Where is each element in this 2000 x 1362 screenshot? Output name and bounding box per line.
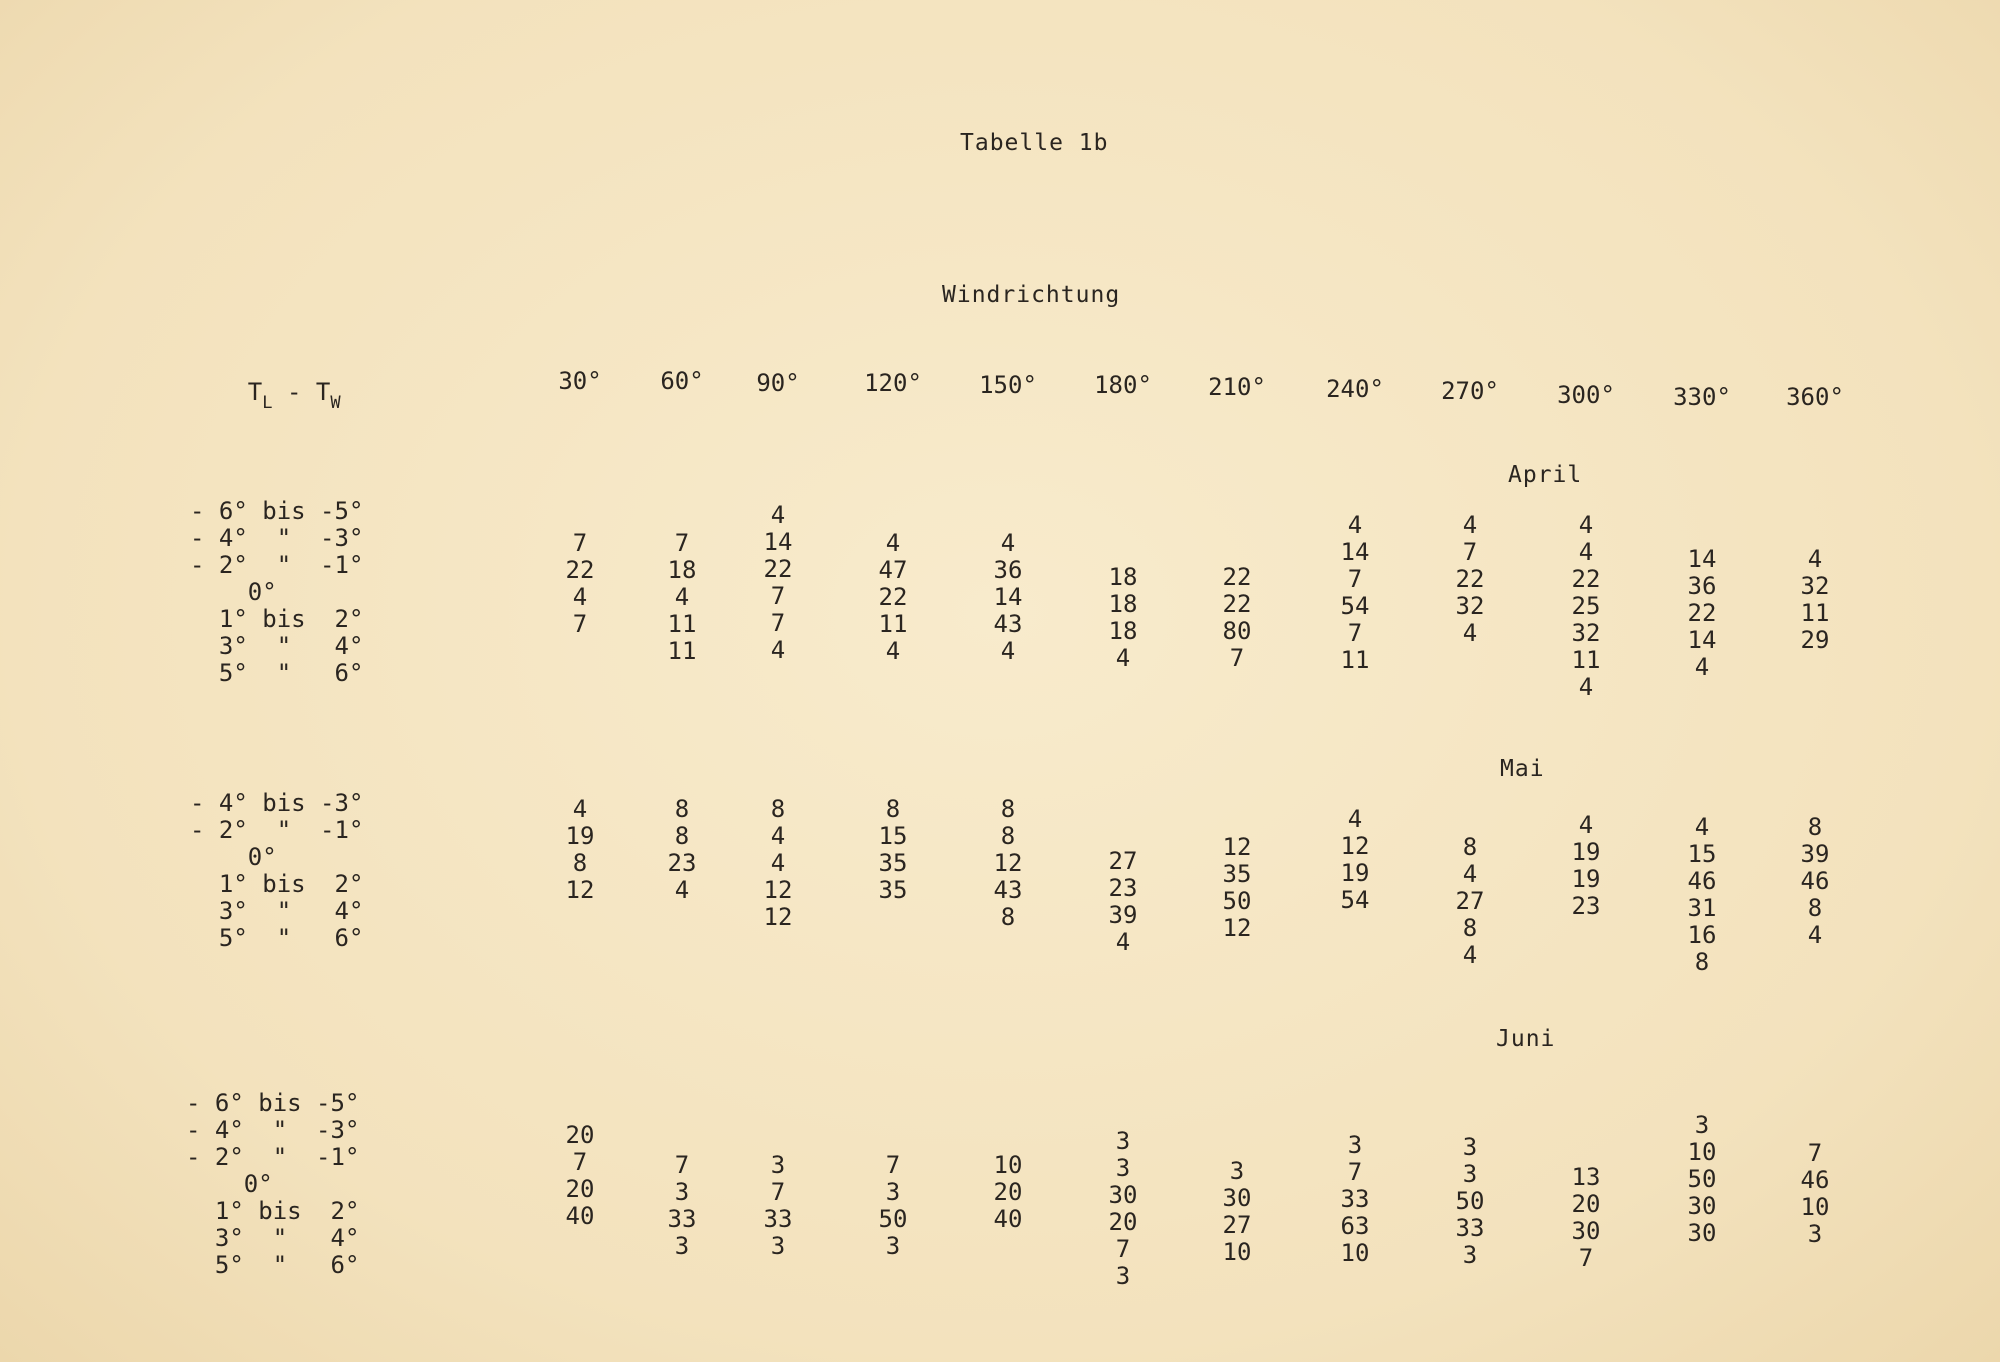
table-cell: 11: [1340, 646, 1370, 674]
table-cell: 30: [1222, 1184, 1252, 1212]
table-cell: 8: [885, 795, 901, 823]
row-label: 3° " 4°: [190, 897, 364, 925]
table-cell: 4: [1115, 644, 1131, 672]
table-cell: 35: [878, 849, 908, 877]
table-cell: 7: [885, 1151, 901, 1179]
table-cell: 14: [1340, 538, 1370, 566]
row-header: [190, 352, 341, 436]
table-cell: 8: [1694, 948, 1710, 976]
table-cell: 10: [1800, 1193, 1830, 1221]
table-cell: 12: [1222, 833, 1252, 861]
table-cell: 32: [1571, 619, 1601, 647]
table-cell: 3: [1115, 1262, 1131, 1290]
table-cell: 7: [1578, 1244, 1594, 1272]
direction-label: 180°: [1094, 371, 1152, 399]
table-cell: 11: [1800, 599, 1830, 627]
row-label: 5° " 6°: [190, 924, 364, 952]
table-cell: 22: [878, 583, 908, 611]
table-cell: 12: [993, 849, 1023, 877]
row-header-l: L: [262, 393, 273, 413]
table-cell: 4: [1462, 941, 1478, 969]
direction-label: 150°: [979, 371, 1037, 399]
table-cell: 33: [763, 1205, 793, 1233]
table-cell: 50: [878, 1205, 908, 1233]
table-cell: 4: [1347, 511, 1363, 539]
row-label: 1° bis 2°: [186, 1197, 360, 1225]
table-cell: 3: [1807, 1220, 1823, 1248]
row-label: - 6° bis -5°: [186, 1089, 360, 1117]
table-cell: 36: [993, 556, 1023, 584]
table-cell: 18: [1108, 617, 1138, 645]
direction-label: 300°: [1557, 381, 1615, 409]
table-cell: 50: [1687, 1165, 1717, 1193]
table-cell: 8: [1462, 833, 1478, 861]
row-label: - 2° " -1°: [190, 551, 364, 579]
table-cell: 4: [1462, 860, 1478, 888]
table-cell: 3: [674, 1232, 690, 1260]
month-label: Juni: [1496, 1026, 1556, 1052]
table-cell: 4: [674, 583, 690, 611]
table-cell: 35: [878, 876, 908, 904]
row-label: - 4° " -3°: [190, 524, 364, 552]
row-label: - 2° " -1°: [190, 816, 364, 844]
table-cell: 47: [878, 556, 908, 584]
table-cell: 4: [885, 637, 901, 665]
table-cell: 4: [770, 822, 786, 850]
table-cell: 19: [565, 822, 595, 850]
table-cell: 12: [1222, 914, 1252, 942]
table-cell: 4: [770, 636, 786, 664]
table-cell: 20: [1108, 1208, 1138, 1236]
table-cell: 22: [1455, 565, 1485, 593]
table-cell: 3: [1694, 1111, 1710, 1139]
table-cell: 80: [1222, 617, 1252, 645]
table-cell: 43: [993, 610, 1023, 638]
table-cell: 11: [1571, 646, 1601, 674]
table-cell: 30: [1108, 1181, 1138, 1209]
table-cell: 3: [1462, 1241, 1478, 1269]
table-cell: 3: [1229, 1157, 1245, 1185]
table-cell: 4: [1000, 529, 1016, 557]
table-cell: 31: [1687, 894, 1717, 922]
table-cell: 13: [1571, 1163, 1601, 1191]
table-cell: 32: [1455, 592, 1485, 620]
direction-label: 240°: [1326, 375, 1384, 403]
table-cell: 3: [1347, 1131, 1363, 1159]
table-cell: 4: [1578, 538, 1594, 566]
table-cell: 46: [1687, 867, 1717, 895]
table-cell: 23: [1108, 874, 1138, 902]
direction-label: 90°: [756, 369, 800, 397]
table-cell: 4: [572, 583, 588, 611]
table-cell: 8: [1807, 813, 1823, 841]
table-cell: 18: [667, 556, 697, 584]
table-cell: 7: [770, 582, 786, 610]
row-header-w: W: [330, 393, 341, 413]
table-cell: 23: [1571, 892, 1601, 920]
month-label: April: [1508, 462, 1583, 488]
table-cell: 14: [763, 528, 793, 556]
table-cell: 14: [1687, 545, 1717, 573]
row-label: - 4° " -3°: [186, 1116, 360, 1144]
table-cell: 3: [1462, 1133, 1478, 1161]
table-cell: 7: [1347, 565, 1363, 593]
direction-label: 330°: [1673, 383, 1731, 411]
table-cell: 14: [993, 583, 1023, 611]
table-cell: 8: [1462, 914, 1478, 942]
table-cell: 10: [1340, 1239, 1370, 1267]
table-cell: 22: [1687, 599, 1717, 627]
table-cell: 23: [667, 849, 697, 877]
table-cell: 4: [1694, 813, 1710, 841]
table-cell: 3: [770, 1151, 786, 1179]
table-cell: 8: [674, 795, 690, 823]
table-cell: 3: [1462, 1160, 1478, 1188]
table-cell: 12: [763, 903, 793, 931]
direction-label: 30°: [558, 367, 602, 395]
table-cell: 14: [1687, 626, 1717, 654]
table-cell: 50: [1222, 887, 1252, 915]
table-title: Tabelle 1b: [960, 130, 1109, 156]
table-cell: 8: [1000, 795, 1016, 823]
table-cell: 20: [565, 1175, 595, 1203]
table-cell: 7: [1347, 619, 1363, 647]
table-cell: 40: [565, 1202, 595, 1230]
table-cell: 30: [1687, 1192, 1717, 1220]
table-cell: 39: [1108, 901, 1138, 929]
table-cell: 4: [1347, 805, 1363, 833]
table-cell: 25: [1571, 592, 1601, 620]
table-cell: 11: [667, 637, 697, 665]
table-cell: 4: [1694, 653, 1710, 681]
table-cell: 18: [1108, 563, 1138, 591]
table-cell: 3: [1115, 1127, 1131, 1155]
table-cell: 39: [1800, 840, 1830, 868]
table-cell: 15: [878, 822, 908, 850]
direction-label: 210°: [1208, 373, 1266, 401]
table-cell: 7: [674, 529, 690, 557]
table-cell: 19: [1571, 838, 1601, 866]
table-cell: 43: [993, 876, 1023, 904]
table-cell: 12: [1340, 832, 1370, 860]
table-cell: 11: [667, 610, 697, 638]
table-cell: 16: [1687, 921, 1717, 949]
table-cell: 3: [674, 1178, 690, 1206]
table-cell: 40: [993, 1205, 1023, 1233]
month-label: Mai: [1500, 756, 1545, 782]
row-label: - 2° " -1°: [186, 1143, 360, 1171]
table-cell: 7: [1229, 644, 1245, 672]
table-cell: 8: [770, 795, 786, 823]
table-cell: 4: [674, 876, 690, 904]
table-cell: 33: [667, 1205, 697, 1233]
table-cell: 50: [1455, 1187, 1485, 1215]
table-cell: 22: [1222, 590, 1252, 618]
table-cell: 7: [770, 609, 786, 637]
row-label: 5° " 6°: [186, 1251, 360, 1279]
table-cell: 33: [1455, 1214, 1485, 1242]
table-cell: 4: [1462, 511, 1478, 539]
table-cell: 4: [572, 795, 588, 823]
table-cell: 7: [572, 1148, 588, 1176]
table-cell: 4: [1578, 811, 1594, 839]
table-cell: 20: [993, 1178, 1023, 1206]
table-cell: 7: [1807, 1139, 1823, 1167]
table-cell: 4: [1807, 545, 1823, 573]
table-cell: 4: [1115, 928, 1131, 956]
row-label: 1° bis 2°: [190, 870, 364, 898]
row-label: - 4° bis -3°: [190, 789, 364, 817]
table-cell: 4: [1578, 511, 1594, 539]
row-label: 0°: [186, 1170, 273, 1198]
table-cell: 27: [1455, 887, 1485, 915]
table-cell: 19: [1340, 859, 1370, 887]
table-cell: 35: [1222, 860, 1252, 888]
row-header-dash: -: [272, 378, 316, 406]
table-cell: 54: [1340, 886, 1370, 914]
table-cell: 3: [885, 1232, 901, 1260]
row-label: 3° " 4°: [186, 1224, 360, 1252]
table-cell: 8: [674, 822, 690, 850]
table-cell: 33: [1340, 1185, 1370, 1213]
row-label: 0°: [190, 843, 277, 871]
table-cell: 3: [770, 1232, 786, 1260]
direction-label: 270°: [1441, 377, 1499, 405]
table-cell: 22: [565, 556, 595, 584]
table-cell: 8: [1000, 903, 1016, 931]
table-cell: 27: [1108, 847, 1138, 875]
table-cell: 15: [1687, 840, 1717, 868]
row-label: - 6° bis -5°: [190, 497, 364, 525]
table-cell: 18: [1108, 590, 1138, 618]
direction-label: 120°: [864, 369, 922, 397]
row-label: 0°: [190, 578, 277, 606]
table-cell: 20: [565, 1121, 595, 1149]
table-subtitle: Windrichtung: [942, 282, 1121, 308]
table-cell: 7: [1115, 1235, 1131, 1263]
table-cell: 63: [1340, 1212, 1370, 1240]
table-cell: 20: [1571, 1190, 1601, 1218]
table-cell: 7: [1462, 538, 1478, 566]
row-header-t2: T: [315, 378, 331, 406]
row-label: 1° bis 2°: [190, 605, 364, 633]
table-cell: 10: [993, 1151, 1023, 1179]
direction-label: 360°: [1786, 383, 1844, 411]
table-cell: 4: [770, 501, 786, 529]
table-cell: 4: [1807, 921, 1823, 949]
table-cell: 30: [1571, 1217, 1601, 1245]
table-cell: 36: [1687, 572, 1717, 600]
row-label: 3° " 4°: [190, 632, 364, 660]
table-cell: 12: [565, 876, 595, 904]
table-cell: 22: [1222, 563, 1252, 591]
table-cell: 46: [1800, 867, 1830, 895]
table-cell: 7: [572, 529, 588, 557]
table-cell: 7: [572, 610, 588, 638]
table-cell: 7: [1347, 1158, 1363, 1186]
table-cell: 12: [763, 876, 793, 904]
table-cell: 46: [1800, 1166, 1830, 1194]
table-cell: 29: [1800, 626, 1830, 654]
table-cell: 54: [1340, 592, 1370, 620]
direction-label: 60°: [660, 367, 704, 395]
table-cell: 32: [1800, 572, 1830, 600]
table-cell: 4: [1462, 619, 1478, 647]
table-cell: 10: [1222, 1238, 1252, 1266]
table-cell: 8: [572, 849, 588, 877]
table-cell: 8: [1000, 822, 1016, 850]
table-cell: 7: [674, 1151, 690, 1179]
table-cell: 4: [770, 849, 786, 877]
table-cell: 7: [770, 1178, 786, 1206]
row-header-t: T: [247, 378, 263, 406]
table-cell: 3: [885, 1178, 901, 1206]
table-cell: 19: [1571, 865, 1601, 893]
table-cell: 22: [763, 555, 793, 583]
table-cell: 4: [1578, 673, 1594, 701]
table-cell: 11: [878, 610, 908, 638]
table-cell: 27: [1222, 1211, 1252, 1239]
table-cell: 22: [1571, 565, 1601, 593]
table-cell: 30: [1687, 1219, 1717, 1247]
table-cell: 8: [1807, 894, 1823, 922]
table-cell: 4: [1000, 637, 1016, 665]
table-cell: 3: [1115, 1154, 1131, 1182]
table-cell: 10: [1687, 1138, 1717, 1166]
row-label: 5° " 6°: [190, 659, 364, 687]
table-cell: 4: [885, 529, 901, 557]
